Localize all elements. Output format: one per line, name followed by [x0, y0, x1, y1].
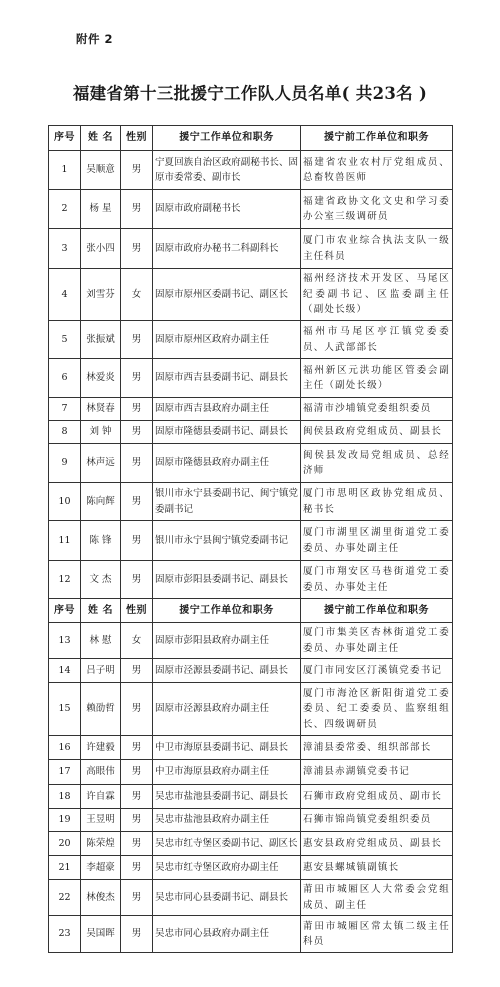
person-name: 吕子明 — [81, 659, 121, 683]
gender: 男 — [121, 760, 153, 785]
prior-position: 厦门市思明区政协党组成员、秘书长 — [301, 483, 453, 521]
gender: 女 — [121, 623, 153, 659]
person-name: 许建毅 — [81, 736, 121, 760]
row-number: 12 — [49, 561, 81, 599]
row-number: 6 — [49, 359, 81, 398]
person-name: 林声远 — [81, 444, 121, 483]
row-number: 13 — [49, 623, 81, 659]
prior-position: 惠安县政府党组成员、副县长 — [301, 832, 453, 856]
row-number: 20 — [49, 832, 81, 856]
aid-position: 吴忠市盐池县委副书记、副县长 — [153, 785, 301, 809]
row-number: 14 — [49, 659, 81, 683]
person-name: 林爱炎 — [81, 359, 121, 398]
header-name: 姓 名 — [81, 599, 121, 623]
table-row — [49, 659, 453, 683]
gender: 男 — [121, 561, 153, 599]
aid-position: 吴忠市红寺堡区政府办副主任 — [153, 856, 301, 880]
aid-position: 固原市原州区委副书记、副区长 — [153, 269, 301, 321]
aid-position: 固原市彭阳县政府办副主任 — [153, 623, 301, 659]
prior-position: 闽侯县发改局党组成员、总经济师 — [301, 444, 453, 483]
table-row — [49, 916, 453, 953]
prior-position: 厦门市集美区杏林街道党工委委员、办事处副主任 — [301, 623, 453, 659]
table-row — [49, 321, 453, 359]
prior-position: 厦门市湖里区湖里街道党工委委员、办事处副主任 — [301, 521, 453, 561]
row-number: 1 — [49, 151, 81, 190]
gender: 男 — [121, 444, 153, 483]
prior-position: 厦门市海沧区新阳街道党工委委员、纪工委委员、监察组组长、四级调研员 — [301, 683, 453, 736]
person-name: 林贤春 — [81, 398, 121, 421]
aid-position: 固原市隆德县委副书记、副县长 — [153, 421, 301, 444]
aid-position: 固原市西吉县委副书记、副县长 — [153, 359, 301, 398]
aid-position: 吴忠市同心县政府办副主任 — [153, 916, 301, 953]
row-number: 21 — [49, 856, 81, 880]
row-number: 22 — [49, 880, 81, 916]
gender: 男 — [121, 809, 153, 832]
prior-position: 福州经济技术开发区、马尾区纪委副书记、区监委副主任（副处长级） — [301, 269, 453, 321]
prior-position: 石狮市政府党组成员、副市长 — [301, 785, 453, 809]
gender: 男 — [121, 856, 153, 880]
header-number: 序号 — [49, 126, 81, 151]
prior-position: 惠安县螺城镇副镇长 — [301, 856, 453, 880]
prior-position: 莆田市城厢区人大常委会党组成员、副主任 — [301, 880, 453, 916]
prior-position: 漳浦县委常委、组织部部长 — [301, 736, 453, 760]
person-name: 吴国晖 — [81, 916, 121, 953]
person-name: 林 慰 — [81, 623, 121, 659]
person-name: 高眼伟 — [81, 760, 121, 785]
row-number: 8 — [49, 421, 81, 444]
gender: 男 — [121, 229, 153, 269]
table-row — [49, 444, 453, 483]
aid-position: 固原市政府副秘书长 — [153, 190, 301, 229]
person-name: 吴顺意 — [81, 151, 121, 190]
gender: 男 — [121, 916, 153, 953]
aid-position: 吴忠市红寺堡区委副书记、副区长 — [153, 832, 301, 856]
prior-position: 福州新区元洪功能区管委会副主任（副处长级） — [301, 359, 453, 398]
aid-position: 固原市隆德县政府办副主任 — [153, 444, 301, 483]
repeated-header-row — [49, 599, 453, 623]
table-row — [49, 880, 453, 916]
person-name: 刘雪芬 — [81, 269, 121, 321]
row-number: 23 — [49, 916, 81, 953]
header-aid-position: 援宁工作单位和职务 — [153, 126, 301, 151]
aid-position: 中卫市海原县政府办副主任 — [153, 760, 301, 785]
aid-position: 银川市永宁县委副书记、闽宁镇党委副书记 — [153, 483, 301, 521]
header-number: 序号 — [49, 599, 81, 623]
person-name: 刘 钟 — [81, 421, 121, 444]
header-prior-position: 援宁前工作单位和职务 — [301, 599, 453, 623]
gender: 男 — [121, 321, 153, 359]
row-number: 15 — [49, 683, 81, 736]
prior-position: 福清市沙埔镇党委组织委员 — [301, 398, 453, 421]
row-number: 4 — [49, 269, 81, 321]
row-number: 10 — [49, 483, 81, 521]
prior-position: 福州市马尾区亭江镇党委委员、人武部部长 — [301, 321, 453, 359]
gender: 男 — [121, 151, 153, 190]
gender: 男 — [121, 190, 153, 229]
table-row — [49, 736, 453, 760]
person-name: 张振斌 — [81, 321, 121, 359]
gender: 女 — [121, 269, 153, 321]
header-name: 姓 名 — [81, 126, 121, 151]
table-body — [49, 151, 453, 953]
row-number: 9 — [49, 444, 81, 483]
gender: 男 — [121, 659, 153, 683]
header-prior-position: 援宁前工作单位和职务 — [301, 126, 453, 151]
row-number: 11 — [49, 521, 81, 561]
gender: 男 — [121, 683, 153, 736]
row-number: 17 — [49, 760, 81, 785]
aid-position: 固原市原州区政府办副主任 — [153, 321, 301, 359]
gender: 男 — [121, 880, 153, 916]
gender: 男 — [121, 521, 153, 561]
person-name: 陈荣煌 — [81, 832, 121, 856]
person-name: 赖劭哲 — [81, 683, 121, 736]
table-row — [49, 359, 453, 398]
table-row — [49, 832, 453, 856]
person-name: 陈向辉 — [81, 483, 121, 521]
prior-position: 厦门市同安区汀溪镇党委书记 — [301, 659, 453, 683]
aid-position: 银川市永宁县闽宁镇党委副书记 — [153, 521, 301, 561]
person-name: 许自霖 — [81, 785, 121, 809]
person-name: 李超豪 — [81, 856, 121, 880]
table-row — [49, 760, 453, 785]
document-title: 福建省第十三批援宁工作队人员名单( 共23名 ) — [72, 84, 428, 103]
row-number: 5 — [49, 321, 81, 359]
aid-position: 固原市泾源县委副书记、副县长 — [153, 659, 301, 683]
gender: 男 — [121, 421, 153, 444]
table-row — [49, 269, 453, 321]
person-name: 杨 星 — [81, 190, 121, 229]
table-row — [49, 229, 453, 269]
aid-position: 固原市彭阳县委副书记、副县长 — [153, 561, 301, 599]
table-header — [49, 126, 453, 151]
row-number: 16 — [49, 736, 81, 760]
table-row — [49, 421, 453, 444]
table-row — [49, 521, 453, 561]
table-row — [49, 151, 453, 190]
prior-position: 莆田市城厢区常太镇二级主任科员 — [301, 916, 453, 953]
header-aid-position: 援宁工作单位和职务 — [153, 599, 301, 623]
table-row — [49, 785, 453, 809]
header-gender: 性别 — [121, 126, 153, 151]
table-row — [49, 809, 453, 832]
gender: 男 — [121, 736, 153, 760]
aid-position: 宁夏回族自治区政府副秘书长、固原市委常委、副市长 — [153, 151, 301, 190]
aid-position: 吴忠市同心县委副书记、副县长 — [153, 880, 301, 916]
prior-position: 闽侯县政府党组成员、副县长 — [301, 421, 453, 444]
prior-position: 厦门市农业综合执法支队一级主任科员 — [301, 229, 453, 269]
row-number: 19 — [49, 809, 81, 832]
personnel-table — [48, 125, 453, 953]
aid-position: 固原市泾源县政府办副主任 — [153, 683, 301, 736]
table-row — [49, 683, 453, 736]
table-row — [49, 398, 453, 421]
prior-position: 厦门市翔安区马巷街道党工委委员、办事处主任 — [301, 561, 453, 599]
prior-position: 漳浦县赤湖镇党委书记 — [301, 760, 453, 785]
aid-position: 固原市西吉县政府办副主任 — [153, 398, 301, 421]
prior-position: 石狮市锦尚镇党委组织委员 — [301, 809, 453, 832]
person-name: 林俊杰 — [81, 880, 121, 916]
table-row — [49, 483, 453, 521]
prior-position: 福建省政协文化文史和学习委办公室三级调研员 — [301, 190, 453, 229]
person-name: 陈 锋 — [81, 521, 121, 561]
person-name: 张小四 — [81, 229, 121, 269]
table-row — [49, 623, 453, 659]
attachment-label: 附件 2 — [76, 32, 114, 46]
gender: 男 — [121, 785, 153, 809]
row-number: 2 — [49, 190, 81, 229]
table-row — [49, 190, 453, 229]
table-row — [49, 561, 453, 599]
person-name: 王昱明 — [81, 809, 121, 832]
aid-position: 中卫市海原县委副书记、副县长 — [153, 736, 301, 760]
header-gender: 性别 — [121, 599, 153, 623]
prior-position: 福建省农业农村厅党组成员、总畜牧兽医师 — [301, 151, 453, 190]
gender: 男 — [121, 398, 153, 421]
aid-position: 固原市政府办秘书二科副科长 — [153, 229, 301, 269]
row-number: 18 — [49, 785, 81, 809]
header-row — [49, 126, 453, 151]
person-name: 文 杰 — [81, 561, 121, 599]
gender: 男 — [121, 832, 153, 856]
aid-position: 吴忠市盐池县政府办副主任 — [153, 809, 301, 832]
row-number: 7 — [49, 398, 81, 421]
gender: 男 — [121, 483, 153, 521]
table-row — [49, 856, 453, 880]
row-number: 3 — [49, 229, 81, 269]
gender: 男 — [121, 359, 153, 398]
